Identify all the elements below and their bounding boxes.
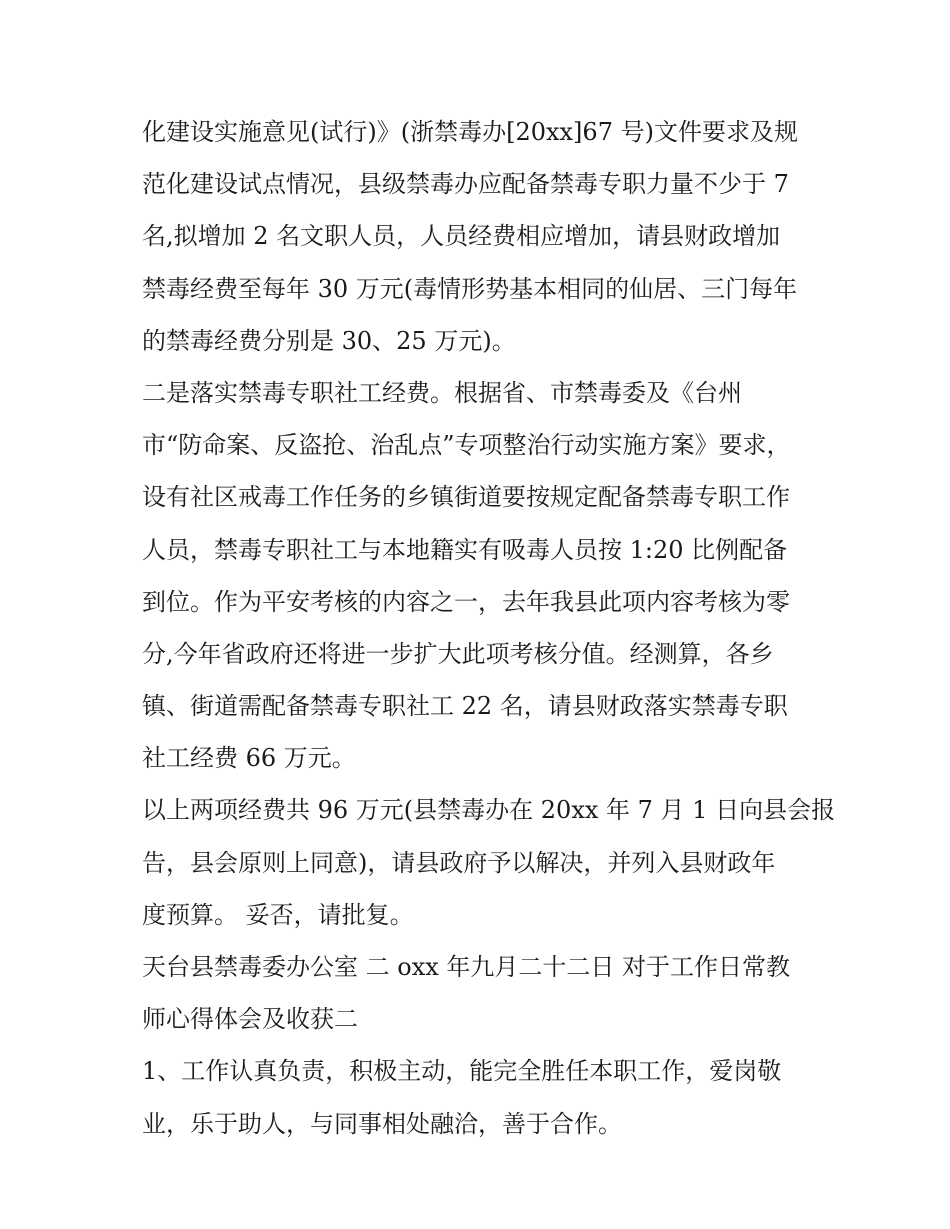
text-line: 社工经费 66 万元。	[142, 744, 356, 773]
text-line: 业，乐于助人，与同事相处融洽，善于合作。	[142, 1109, 622, 1138]
text-line: 1、工作认真负责，积极主动，能完全胜任本职工作，爱岗敬	[142, 1057, 782, 1086]
text-line: 到位。作为平安考核的内容之一，去年我县此项内容考核为零	[142, 587, 790, 616]
text-line: 人员，禁毒专职社工与本地籍实有吸毒人员按 1:20 比例配备	[142, 535, 788, 564]
text-line: 度预算。 妥否，请批复。	[142, 900, 414, 929]
text-line: 告，县会原则上同意)，请县政府予以解决，并列入县财政年	[142, 848, 776, 877]
text-line: 市“防命案、反盗抢、治乱点”专项整治行动实施方案》要求，	[142, 431, 791, 460]
text-line: 师心得体会及收获二	[142, 1005, 358, 1034]
text-line: 化建设实施意见(试行)》(浙禁毒办[20xx]67 号)文件要求及规	[142, 118, 798, 146]
text-line: 镇、街道需配备禁毒专职社工 22 名，请县财政落实禁毒专职	[142, 692, 788, 721]
text-line: 范化建设试点情况，县级禁毒办应配备禁毒专职力量不少于 7	[142, 170, 789, 199]
text-line: 二是落实禁毒专职社工经费。根据省、市禁毒委及《台州	[142, 378, 742, 407]
text-line: 天台县禁毒委办公室 二 oxx 年九月二十二日 对于工作日常教	[142, 953, 791, 981]
text-line: 分,今年省政府还将进一步扩大此项考核分值。经测算，各乡	[142, 639, 774, 668]
document-body	[142, 106, 836, 1150]
text-line: 设有社区戒毒工作任务的乡镇街道要按规定配备禁毒专职工作	[142, 483, 790, 512]
text-line: 名,拟增加 2 名文职人员，人员经费相应增加，请县财政增加	[142, 222, 781, 251]
text-line: 以上两项经费共 96 万元(县禁毒办在 20xx 年 7 月 1 日向县会报	[142, 796, 836, 825]
text-line: 的禁毒经费分别是 30、25 万元)。	[142, 326, 516, 355]
text-line: 禁毒经费至每年 30 万元(毒情形势基本相同的仙居、三门每年	[142, 274, 798, 303]
